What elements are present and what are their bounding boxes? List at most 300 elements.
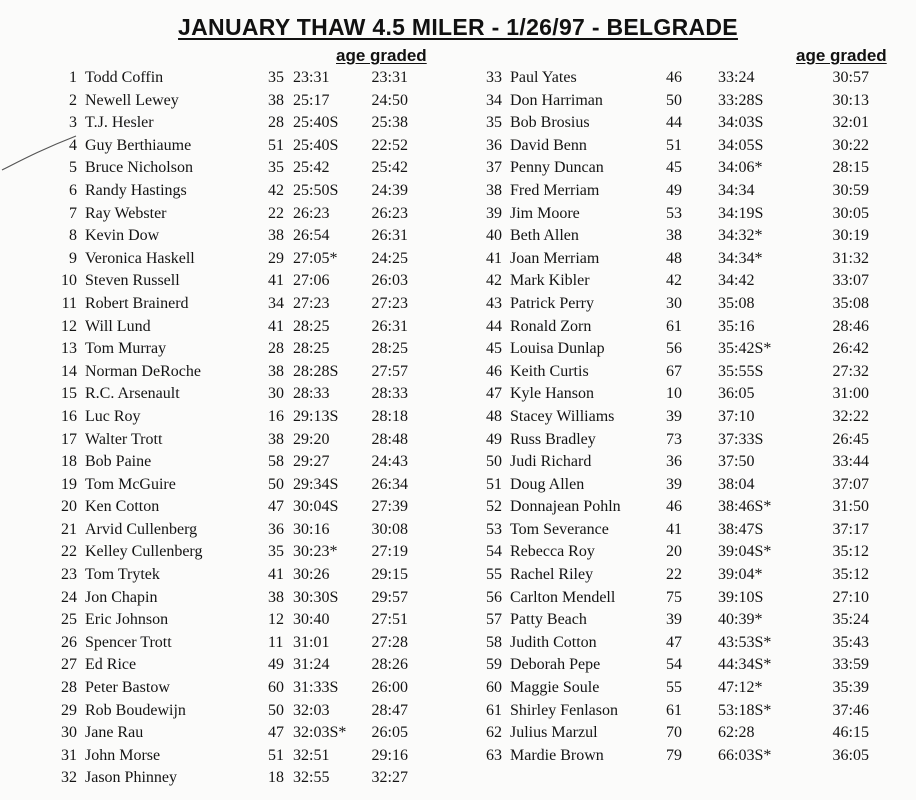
finish-time: 44:34S* [718, 656, 772, 674]
runner-name: Kelley Cullenberg [85, 543, 203, 561]
age-graded-time: 33:07 [832, 272, 869, 290]
results-column-left [0, 67, 460, 790]
runner-name: Ed Rice [85, 656, 137, 674]
runner-age: 38 [268, 227, 284, 245]
age-graded-time: 26:03 [371, 272, 408, 290]
finish-time: 28:25 [293, 340, 330, 358]
finish-time: 34:03S [718, 114, 764, 132]
finish-time: 28:28S [293, 362, 339, 380]
runner-age: 55 [666, 679, 682, 697]
runner-name: Penny Duncan [510, 159, 604, 177]
age-graded-time: 27:23 [371, 294, 408, 312]
age-graded-time: 28:15 [832, 159, 869, 177]
finish-time: 30:04S [293, 498, 339, 516]
runner-age: 42 [268, 181, 284, 199]
result-row [0, 90, 460, 113]
finish-time: 25:17 [293, 91, 330, 109]
place-number: 27 [61, 656, 77, 674]
runner-age: 38 [268, 588, 284, 606]
place-number: 56 [486, 588, 502, 606]
runner-name: R.C. Arsenault [85, 385, 180, 403]
runner-age: 38 [268, 91, 284, 109]
runner-name: Veronica Haskell [85, 249, 195, 267]
age-graded-time: 27:57 [371, 362, 408, 380]
age-graded-time: 28:46 [832, 317, 869, 335]
runner-age: 11 [268, 633, 284, 651]
runner-name: Arvid Cullenberg [85, 520, 198, 538]
age-graded-time: 30:59 [832, 181, 869, 199]
age-graded-time: 30:05 [832, 204, 869, 222]
runner-name: Randy Hastings [85, 181, 187, 199]
age-graded-time: 35:43 [832, 633, 869, 651]
result-row [0, 316, 460, 339]
place-number: 24 [61, 588, 77, 606]
age-graded-time: 28:47 [371, 701, 408, 719]
runner-name: Jane Rau [85, 724, 144, 742]
place-number: 54 [486, 543, 502, 561]
result-row [0, 429, 460, 452]
runner-age: 28 [268, 114, 284, 132]
runner-name: Bob Paine [85, 453, 152, 471]
finish-time: 66:03S* [718, 746, 772, 764]
runner-name: Ray Webster [85, 204, 167, 222]
runner-name: David Benn [510, 136, 587, 154]
runner-age: 50 [268, 701, 284, 719]
place-number: 1 [69, 69, 77, 86]
result-row [0, 225, 460, 248]
result-row [0, 338, 460, 361]
runner-age: 29 [268, 249, 284, 267]
finish-time: 32:03S* [293, 724, 347, 742]
runner-name: Kevin Dow [85, 227, 160, 245]
runner-name: Judi Richard [510, 453, 592, 471]
runner-age: 38 [268, 430, 284, 448]
runner-age: 48 [666, 249, 682, 267]
finish-time: 25:40S [293, 114, 339, 132]
runner-age: 46 [666, 69, 682, 86]
runner-name: Bruce Nicholson [85, 159, 193, 177]
place-number: 39 [486, 204, 502, 222]
runner-age: 35 [268, 543, 284, 561]
runner-name: Tom Severance [510, 520, 609, 538]
finish-time: 25:50S [293, 181, 339, 199]
age-graded-time: 24:39 [371, 181, 408, 199]
age-graded-header-right: age graded [796, 46, 887, 65]
runner-name: T.J. Hesler [85, 114, 154, 132]
result-row [0, 180, 460, 203]
finish-time: 34:05S [718, 136, 764, 154]
runner-age: 61 [666, 317, 682, 335]
runner-name: Jason Phinney [85, 769, 177, 787]
place-number: 52 [486, 498, 502, 516]
age-graded-time: 35:12 [832, 566, 869, 584]
finish-time: 32:03 [293, 701, 330, 719]
finish-time: 26:54 [293, 227, 330, 245]
runner-name: Tom McGuire [85, 475, 176, 493]
age-graded-time: 28:33 [371, 385, 408, 403]
finish-time: 29:34S [293, 475, 339, 493]
runner-age: 51 [268, 136, 284, 154]
finish-time: 34:19S [718, 204, 764, 222]
runner-name: Stacey Williams [510, 407, 615, 425]
runner-name: Luc Roy [85, 407, 141, 425]
runner-age: 51 [666, 136, 682, 154]
runner-name: Peter Bastow [85, 679, 170, 697]
runner-name: Jim Moore [510, 204, 580, 222]
finish-time: 29:20 [293, 430, 330, 448]
place-number: 50 [486, 453, 502, 471]
age-graded-time: 46:15 [832, 724, 869, 742]
runner-name: Beth Allen [510, 227, 579, 245]
runner-name: Tom Murray [85, 340, 167, 358]
result-row [0, 609, 460, 632]
runner-age: 30 [268, 385, 284, 403]
finish-time: 29:27 [293, 453, 330, 471]
age-graded-time: 27:32 [832, 362, 869, 380]
place-number: 19 [61, 475, 77, 493]
age-graded-time: 26:45 [832, 430, 869, 448]
result-row [0, 677, 460, 700]
runner-name: Louisa Dunlap [510, 340, 605, 358]
result-row [460, 632, 916, 655]
place-number: 35 [486, 114, 502, 132]
runner-name: Shirley Fenlason [510, 701, 618, 719]
place-number: 48 [486, 407, 502, 425]
runner-name: Steven Russell [85, 272, 180, 290]
finish-time: 31:33S [293, 679, 339, 697]
runner-age: 12 [268, 611, 284, 629]
result-row [460, 180, 916, 203]
finish-time: 38:47S [718, 520, 764, 538]
runner-name: Norman DeRoche [85, 362, 201, 380]
age-graded-time: 30:57 [832, 69, 869, 86]
age-graded-time: 31:50 [832, 498, 869, 516]
place-number: 12 [61, 317, 77, 335]
runner-age: 61 [666, 701, 682, 719]
runner-name: Walter Trott [85, 430, 163, 448]
finish-time: 43:53S* [718, 633, 772, 651]
place-number: 21 [61, 520, 77, 538]
runner-name: Paul Yates [510, 69, 577, 86]
page-title: JANUARY THAW 4.5 MILER - 1/26/97 - BELGRADE [178, 14, 738, 40]
finish-time: 25:42 [293, 159, 330, 177]
finish-time: 32:55 [293, 769, 330, 787]
result-row [460, 112, 916, 135]
runner-age: 56 [666, 340, 682, 358]
age-graded-time: 25:38 [371, 114, 408, 132]
age-graded-time: 30:13 [832, 91, 869, 109]
finish-time: 30:23* [293, 543, 338, 561]
age-graded-time: 31:32 [832, 249, 869, 267]
result-row [0, 67, 460, 90]
result-row [460, 157, 916, 180]
place-number: 36 [486, 136, 502, 154]
age-graded-time: 26:00 [371, 679, 408, 697]
age-graded-time: 25:42 [371, 159, 408, 177]
place-number: 55 [486, 566, 502, 584]
age-graded-time: 33:59 [832, 656, 869, 674]
runner-name: Fred Merriam [510, 181, 600, 199]
runner-name: Jon Chapin [85, 588, 158, 606]
finish-time: 37:10 [718, 407, 755, 425]
finish-time: 31:01 [293, 633, 330, 651]
result-row [0, 496, 460, 519]
runner-name: Joan Merriam [510, 249, 600, 267]
place-number: 59 [486, 656, 502, 674]
runner-name: Maggie Soule [510, 679, 600, 697]
age-graded-time: 35:08 [832, 294, 869, 312]
age-graded-time: 37:46 [832, 701, 869, 719]
age-graded-time: 28:18 [371, 407, 408, 425]
runner-name: Eric Johnson [85, 611, 169, 629]
runner-name: Guy Berthiaume [85, 136, 192, 154]
age-graded-time: 26:42 [832, 340, 869, 358]
finish-time: 33:24 [718, 69, 755, 86]
place-number: 58 [486, 633, 502, 651]
runner-age: 10 [666, 385, 682, 403]
age-graded-time: 29:57 [371, 588, 408, 606]
runner-age: 28 [268, 340, 284, 358]
age-graded-time: 27:28 [371, 633, 408, 651]
result-row [460, 451, 916, 474]
runner-name: Patrick Perry [510, 294, 594, 312]
result-row [460, 293, 916, 316]
finish-time: 27:06 [293, 272, 330, 290]
place-number: 9 [69, 249, 77, 267]
finish-time: 23:31 [293, 69, 330, 86]
finish-time: 38:46S* [718, 498, 772, 516]
finish-time: 38:04 [718, 475, 755, 493]
place-number: 14 [61, 362, 77, 380]
runner-age: 49 [666, 181, 682, 199]
finish-time: 53:18S* [718, 701, 772, 719]
result-row [0, 745, 460, 768]
finish-time: 34:34 [718, 181, 755, 199]
runner-age: 38 [268, 362, 284, 380]
place-number: 26 [61, 633, 77, 651]
place-number: 46 [486, 362, 502, 380]
place-number: 15 [61, 385, 77, 403]
runner-name: Carlton Mendell [510, 588, 616, 606]
runner-age: 41 [666, 520, 682, 538]
runner-name: Will Lund [85, 317, 151, 335]
result-row [0, 361, 460, 384]
place-number: 16 [61, 407, 77, 425]
finish-time: 35:16 [718, 317, 755, 335]
finish-time: 35:42S* [718, 340, 772, 358]
place-number: 42 [486, 272, 502, 290]
result-row [460, 722, 916, 745]
runner-name: Russ Bradley [510, 430, 596, 448]
age-graded-time: 31:00 [832, 385, 869, 403]
result-row [460, 519, 916, 542]
result-row [0, 474, 460, 497]
age-graded-time: 30:08 [371, 520, 408, 538]
runner-name: Mark Kibler [510, 272, 590, 290]
place-number: 11 [61, 294, 77, 312]
runner-name: Ronald Zorn [510, 317, 592, 335]
age-graded-time: 32:01 [832, 114, 869, 132]
finish-time: 36:05 [718, 385, 755, 403]
runner-name: Don Harriman [510, 91, 603, 109]
runner-age: 60 [268, 679, 284, 697]
result-row [0, 564, 460, 587]
result-row [460, 654, 916, 677]
place-number: 17 [61, 430, 77, 448]
finish-time: 28:25 [293, 317, 330, 335]
result-row [460, 338, 916, 361]
place-number: 61 [486, 701, 502, 719]
result-row [460, 745, 916, 768]
result-row [460, 700, 916, 723]
runner-age: 51 [268, 746, 284, 764]
result-row [0, 519, 460, 542]
age-graded-time: 27:19 [371, 543, 408, 561]
runner-name: Mardie Brown [510, 746, 604, 764]
place-number: 28 [61, 679, 77, 697]
place-number: 10 [61, 272, 77, 290]
finish-time: 26:23 [293, 204, 330, 222]
result-row [0, 112, 460, 135]
result-row [0, 270, 460, 293]
age-graded-time: 27:10 [832, 588, 869, 606]
finish-time: 27:23 [293, 294, 330, 312]
finish-time: 27:05* [293, 249, 338, 267]
result-row [460, 587, 916, 610]
place-number: 63 [486, 746, 502, 764]
place-number: 49 [486, 430, 502, 448]
finish-time: 29:13S [293, 407, 339, 425]
age-graded-time: 24:43 [371, 453, 408, 471]
result-row [460, 203, 916, 226]
age-graded-header-left: age graded [336, 46, 427, 65]
finish-time: 40:39* [718, 611, 763, 629]
runner-age: 34 [268, 294, 284, 312]
runner-name: Todd Coffin [85, 69, 164, 86]
age-graded-time: 36:05 [832, 746, 869, 764]
place-number: 33 [486, 69, 502, 86]
age-graded-time: 24:25 [371, 249, 408, 267]
result-row [0, 293, 460, 316]
runner-name: Doug Allen [510, 475, 585, 493]
runner-name: Rebecca Roy [510, 543, 595, 561]
runner-age: 50 [268, 475, 284, 493]
result-row [460, 429, 916, 452]
runner-age: 30 [666, 294, 682, 312]
result-row [460, 474, 916, 497]
runner-name: Patty Beach [510, 611, 587, 629]
runner-age: 47 [268, 724, 284, 742]
runner-age: 41 [268, 272, 284, 290]
finish-time: 62:28 [718, 724, 755, 742]
age-graded-time: 26:05 [371, 724, 408, 742]
result-row [0, 654, 460, 677]
age-graded-time: 30:22 [832, 136, 869, 154]
age-graded-time: 30:19 [832, 227, 869, 245]
finish-time: 28:33 [293, 385, 330, 403]
finish-time: 37:33S [718, 430, 764, 448]
finish-time: 34:42 [718, 272, 755, 290]
runner-name: Donnajean Pohln [510, 498, 621, 516]
place-number: 47 [486, 385, 502, 403]
result-row [0, 541, 460, 564]
place-number: 43 [486, 294, 502, 312]
result-row [0, 203, 460, 226]
runner-age: 36 [666, 453, 682, 471]
age-graded-time: 26:31 [371, 227, 408, 245]
result-row [0, 767, 460, 790]
result-row [460, 361, 916, 384]
runner-name: Rachel Riley [510, 566, 594, 584]
age-graded-time: 35:39 [832, 679, 869, 697]
age-graded-time: 22:52 [371, 136, 408, 154]
finish-time: 25:40S [293, 136, 339, 154]
runner-name: Bob Brosius [510, 114, 590, 132]
finish-time: 31:24 [293, 656, 330, 674]
result-row [0, 135, 460, 158]
place-number: 53 [486, 520, 502, 538]
result-row [460, 406, 916, 429]
runner-name: John Morse [85, 746, 161, 764]
runner-age: 47 [666, 633, 682, 651]
runner-name: Rob Boudewijn [85, 701, 186, 719]
age-graded-time: 33:44 [832, 453, 869, 471]
runner-age: 54 [666, 656, 682, 674]
runner-name: Spencer Trott [85, 633, 172, 651]
finish-time: 33:28S [718, 91, 764, 109]
runner-age: 44 [666, 114, 682, 132]
result-row [460, 135, 916, 158]
age-graded-time: 28:25 [371, 340, 408, 358]
finish-time: 30:40 [293, 611, 330, 629]
runner-age: 42 [666, 272, 682, 290]
place-number: 7 [69, 204, 77, 222]
finish-time: 39:04* [718, 566, 763, 584]
runner-age: 22 [268, 204, 284, 222]
result-row [460, 90, 916, 113]
result-row [0, 722, 460, 745]
runner-age: 45 [666, 159, 682, 177]
runner-age: 50 [666, 91, 682, 109]
place-number: 57 [486, 611, 502, 629]
runner-name: Ken Cotton [85, 498, 160, 516]
place-number: 32 [61, 769, 77, 787]
runner-age: 39 [666, 407, 682, 425]
age-graded-time: 27:51 [371, 611, 408, 629]
runner-age: 67 [666, 362, 682, 380]
result-row [0, 632, 460, 655]
age-graded-time: 32:22 [832, 407, 869, 425]
runner-age: 16 [268, 407, 284, 425]
runner-age: 39 [666, 611, 682, 629]
runner-name: Robert Brainerd [85, 294, 189, 312]
runner-age: 73 [666, 430, 682, 448]
runner-age: 79 [666, 746, 682, 764]
result-row [0, 451, 460, 474]
runner-name: Keith Curtis [510, 362, 589, 380]
finish-time: 47:12* [718, 679, 763, 697]
age-graded-time: 35:12 [832, 543, 869, 561]
finish-time: 30:16 [293, 520, 330, 538]
runner-name: Judith Cotton [510, 633, 597, 651]
runner-name: Newell Lewey [85, 91, 179, 109]
runner-age: 18 [268, 769, 284, 787]
age-graded-time: 24:50 [371, 91, 408, 109]
result-row [0, 248, 460, 271]
age-graded-time: 32:27 [371, 769, 408, 787]
age-graded-time: 27:39 [371, 498, 408, 516]
place-number: 34 [486, 91, 502, 109]
